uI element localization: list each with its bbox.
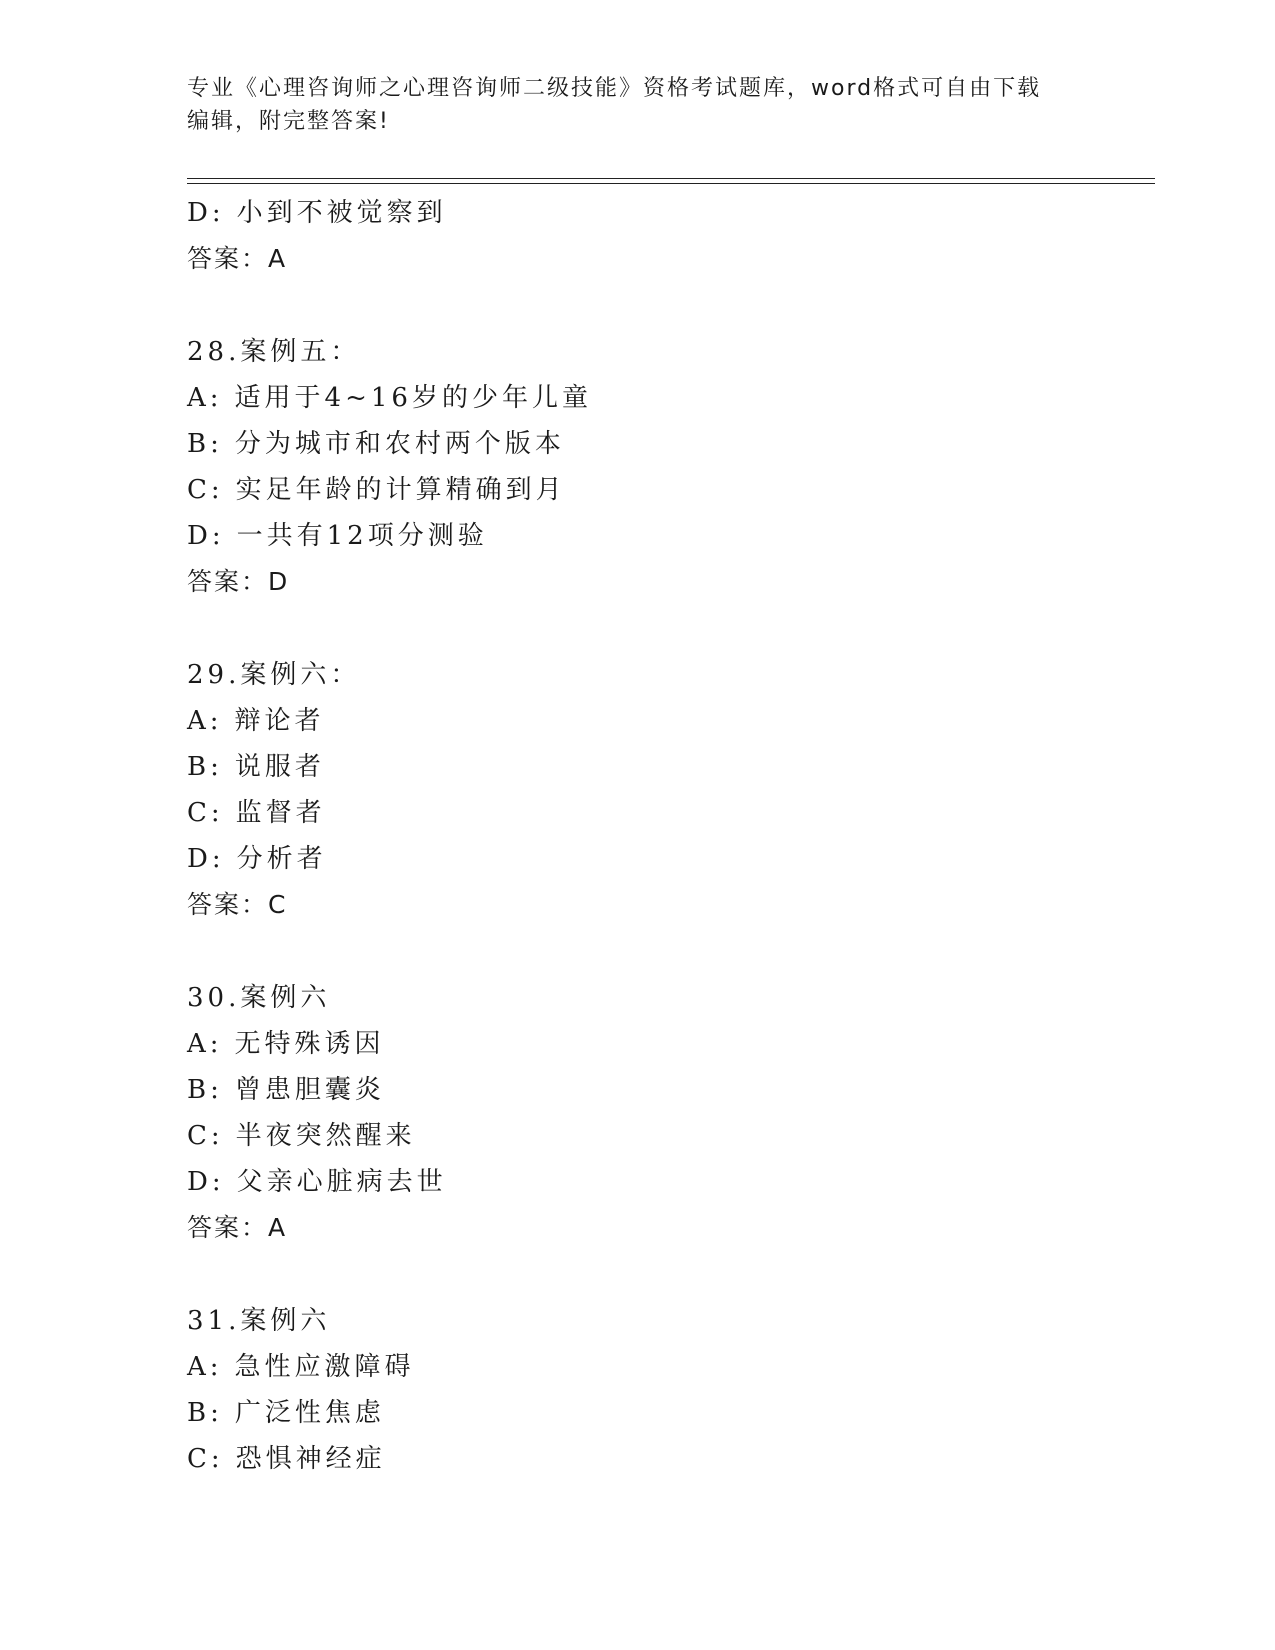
option-row — [187, 1436, 1147, 1482]
answer-line: 答案：C — [187, 890, 288, 919]
option-row — [187, 744, 1147, 790]
option-label: A: — [187, 383, 223, 413]
option-label: C: — [187, 475, 224, 505]
option-label: B: — [187, 429, 223, 459]
question-title: 28.案例五： — [187, 337, 361, 367]
option-label: D: — [187, 1167, 225, 1197]
question-list — [187, 190, 1147, 1482]
header-line-2: 编辑，附完整答案! — [187, 109, 390, 134]
option-row — [187, 836, 1147, 882]
question-title: 29.案例六： — [187, 660, 361, 690]
option-text: 实足年龄的计算精确到月 — [235, 475, 566, 505]
option-row — [187, 1067, 1147, 1113]
option-label: D: — [187, 844, 225, 874]
option-row — [187, 1344, 1147, 1390]
option-label: B: — [187, 1075, 223, 1105]
answer-line: 答案：A — [187, 1213, 288, 1242]
option-text: 分析者 — [236, 844, 327, 874]
option-text: 急性应激障碍 — [234, 1352, 415, 1382]
option-label: A: — [187, 706, 223, 736]
option-row — [187, 375, 1147, 421]
option-label: C: — [187, 1121, 224, 1151]
option-label: D: — [187, 521, 225, 551]
header-divider-bottom — [187, 183, 1155, 184]
question-title: 31.案例六 — [187, 1306, 331, 1336]
option-text: 恐惧神经症 — [235, 1444, 386, 1474]
option-text: 说服者 — [234, 752, 325, 782]
option-text: 分为城市和农村两个版本 — [234, 429, 565, 459]
option-row — [187, 1390, 1147, 1436]
option-text: 父亲心脏病去世 — [236, 1167, 447, 1197]
document-header — [187, 72, 1087, 138]
option-text: 广泛性焦虑 — [234, 1398, 385, 1428]
option-label: C: — [187, 798, 224, 828]
option-text: 监督者 — [235, 798, 326, 828]
option-text: 无特殊诱因 — [234, 1029, 385, 1059]
option-row — [187, 790, 1147, 836]
question-title: 30.案例六 — [187, 983, 331, 1013]
option-label: C: — [187, 1444, 224, 1474]
header-line-1: 专业《心理咨询师之心理咨询师二级技能》资格考试题库，word格式可自由下载 — [187, 76, 1042, 101]
option-row — [187, 1113, 1147, 1159]
option-label: D: — [187, 198, 225, 228]
option-label: A: — [187, 1029, 223, 1059]
option-label: B: — [187, 1398, 223, 1428]
option-label: B: — [187, 752, 223, 782]
answer-line: 答案：A — [187, 244, 288, 273]
option-text: 曾患胆囊炎 — [234, 1075, 385, 1105]
option-row — [187, 190, 1147, 236]
option-text: 半夜突然醒来 — [235, 1121, 416, 1151]
option-text: 一共有12项分测验 — [236, 521, 488, 551]
option-row — [187, 1021, 1147, 1067]
header-divider-top — [187, 178, 1155, 179]
option-row — [187, 467, 1147, 513]
option-row — [187, 698, 1147, 744]
option-row — [187, 421, 1147, 467]
option-text: 适用于4~16岁的少年儿童 — [234, 383, 592, 413]
option-row — [187, 1159, 1147, 1205]
option-text: 小到不被觉察到 — [236, 198, 447, 228]
answer-line: 答案：D — [187, 567, 290, 596]
option-label: A: — [187, 1352, 223, 1382]
option-row — [187, 513, 1147, 559]
option-text: 辩论者 — [234, 706, 325, 736]
